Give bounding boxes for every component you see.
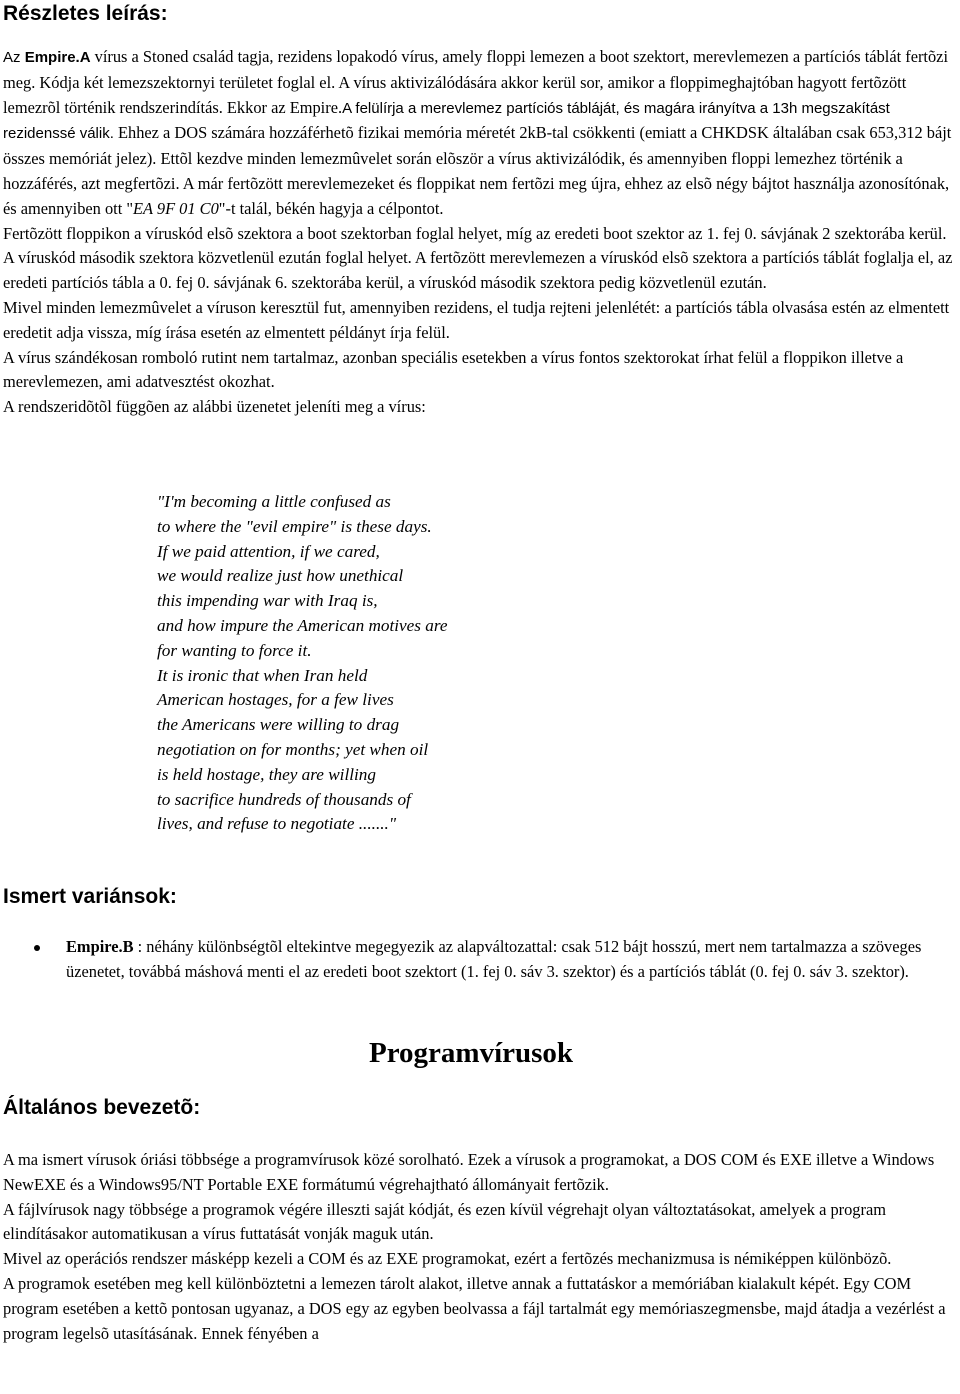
- variant-name: Empire.B: [66, 937, 134, 956]
- poem-line: It is ironic that when Iran held: [157, 665, 368, 685]
- poem-line: If we paid attention, if we cared,: [157, 541, 380, 561]
- section-heading-details: Részletes leírás:: [3, 2, 168, 25]
- poem-line: "I'm becoming a little confused as: [157, 492, 391, 511]
- chapter-title: Programvírusok: [369, 1037, 574, 1069]
- details-paragraph-2: Fertõzött floppikon a víruskód elsõ szektora a boot szektorban foglal helyet, míg az eredeti boot szektor az 1. fej 0. sávjának 2 szektorába kerül. A víruskód második szektora közvetlenül ezután foglal helyet. A fertõzött merevlemezen a víruskód elsõ szektora a partíciós táblát foglalja el, az eredeti partíciós tábla a 0. fej 0. sávjának 6. szektorába kerül, a víruskód második szektora pedig közvetlenül ezután.: [3, 223, 953, 293]
- poem-line: for wanting to force it.: [157, 640, 312, 660]
- details-text: [3, 45, 957, 420]
- introduction-text: [3, 1148, 957, 1346]
- intro-paragraph-2: A fájlvírusok nagy többsége a programok végére illeszti saját kódját, és ezen kívül végrehajt olyan változtatásokat, amelyek a program elindításakor automatikusan a vírus futtatását vonják maguk után.: [3, 1199, 886, 1244]
- text-run: A felülírja a merevlemez partíciós tábláját, és magára irányítva a 13h megszakítást rezidenssé válik.: [3, 99, 890, 143]
- text-run: vírus a Stoned család tagja, rezidens lopakodó vírus, amely floppi lemezen a boot szektort, merevlemezen a partíciós táblát fertõzi meg. Kódja két lemezszektornyi területet foglal el. A vírus aktivizálódására akkor kerül sor, amikor a floppimeghajtóban hagyott fertõzött lemezrõl történik rendszerindítás. Ekkor az Empire.: [3, 47, 949, 117]
- poem-line: and how impure the American motives are: [157, 615, 448, 635]
- variant-list-item: [66, 935, 956, 985]
- details-paragraph-3: Mivel minden lemezmûvelet a víruson keresztül fut, amennyiben rezidens, el tudja rejteni jelenlétét: a partíciós tábla olvasása estén az elmentett eredetit adja vissza, míg írása esetén az elmentett példányt írja felül.: [3, 297, 950, 342]
- poem-line: American hostages, for a few lives: [157, 690, 394, 710]
- intro-paragraph-3: Mivel az operációs rendszer másképp kezeli a COM és az EXE programokat, ezért a fertõzés mechanizmusa is némiképpen különbözõ.: [3, 1249, 892, 1269]
- virus-message-poem: [157, 490, 448, 837]
- variant-description: : néhány különbségtõl eltekintve megegyezik az alapváltozattal: csak 512 bájt hosszú, mert nem tartalmazza a szöveges üzenetet, továbbá máshová menti el az eredeti boot szektort (1. fej 0. sáv 3. szektor) és a partíciós táblát (0. fej 0. sáv 3. szektor).: [66, 937, 922, 981]
- poem-line: the Americans were willing to drag: [157, 715, 400, 735]
- poem-line: to sacrifice hundreds of thousands of: [157, 789, 411, 809]
- virus-name: Empire.A: [24, 49, 91, 66]
- details-paragraph-4: A vírus szándékosan romboló rutint nem tartalmaz, azonban speciális esetekben a vírus fontos szektorokat írhat felül a floppikon illetve a merevlemezen, ami adatvesztést okozhat.: [3, 347, 904, 392]
- signature-bytes: EA 9F 01 C0: [133, 198, 219, 218]
- poem-line: to where the "evil empire" is these days.: [157, 516, 432, 536]
- text-run: Ehhez a DOS számára hozzáférhetõ fizikai memória méretét 2kB-tal csökkenti (emiatt a CHKDSK általában csak 653,312 bájt összes memóriát jelez). Ettõl kezdve minden lemezmûvelet során elõször a vírus aktivizálódik, és amennyiben floppi lemezhez történik a hozzáférés, azt megfertõzi. A már fertõzött merevlemezeket és floppikat nem fertõzi meg újra, ehhez az elsõ négy bájtot használja azonosítónak, és amennyiben ott ": [3, 123, 952, 218]
- poem-line: we would realize just how unethical: [157, 566, 404, 586]
- poem-line: this impending war with Iraq is,: [157, 591, 378, 611]
- details-paragraph-1: [3, 45, 957, 222]
- section-heading-variants: Ismert variánsok:: [3, 885, 177, 908]
- text-run: Az: [3, 49, 25, 66]
- intro-paragraph-4: A programok esetében meg kell különböztetni a lemezen tárolt alakot, illetve annak a futtatáskor a memóriában kialakult képét. Egy COM program esetében a kettõ pontosan ugyanaz, a DOS egy az egyben beolvassa a fájl tartalmát egy memóriaszegmensbe, majd átadja a vezérlést a program legelsõ utasításának. Ennek fényében a: [3, 1273, 946, 1343]
- poem-line: negotiation on for months; yet when oil: [157, 739, 429, 759]
- section-heading-introduction: Általános bevezetõ:: [3, 1096, 201, 1119]
- text-run: "-t talál, békén hagyja a célpontot.: [218, 198, 444, 218]
- poem-line: lives, and refuse to negotiate .......": [157, 814, 397, 834]
- intro-paragraph-1: A ma ismert vírusok óriási többsége a programvírusok közé sorolható. Ezek a vírusok a programokat, a DOS COM és EXE illetve a Windows NewEXE és a Windows95/NT Portable EXE formátumú végrehajtható állományait fertõzik.: [3, 1150, 935, 1194]
- bullet-icon: [34, 945, 40, 951]
- poem-line: is held hostage, they are willing: [157, 764, 376, 784]
- details-paragraph-5: A rendszeridõtõl függõen az alábbi üzenetet jeleníti meg a vírus:: [3, 397, 426, 417]
